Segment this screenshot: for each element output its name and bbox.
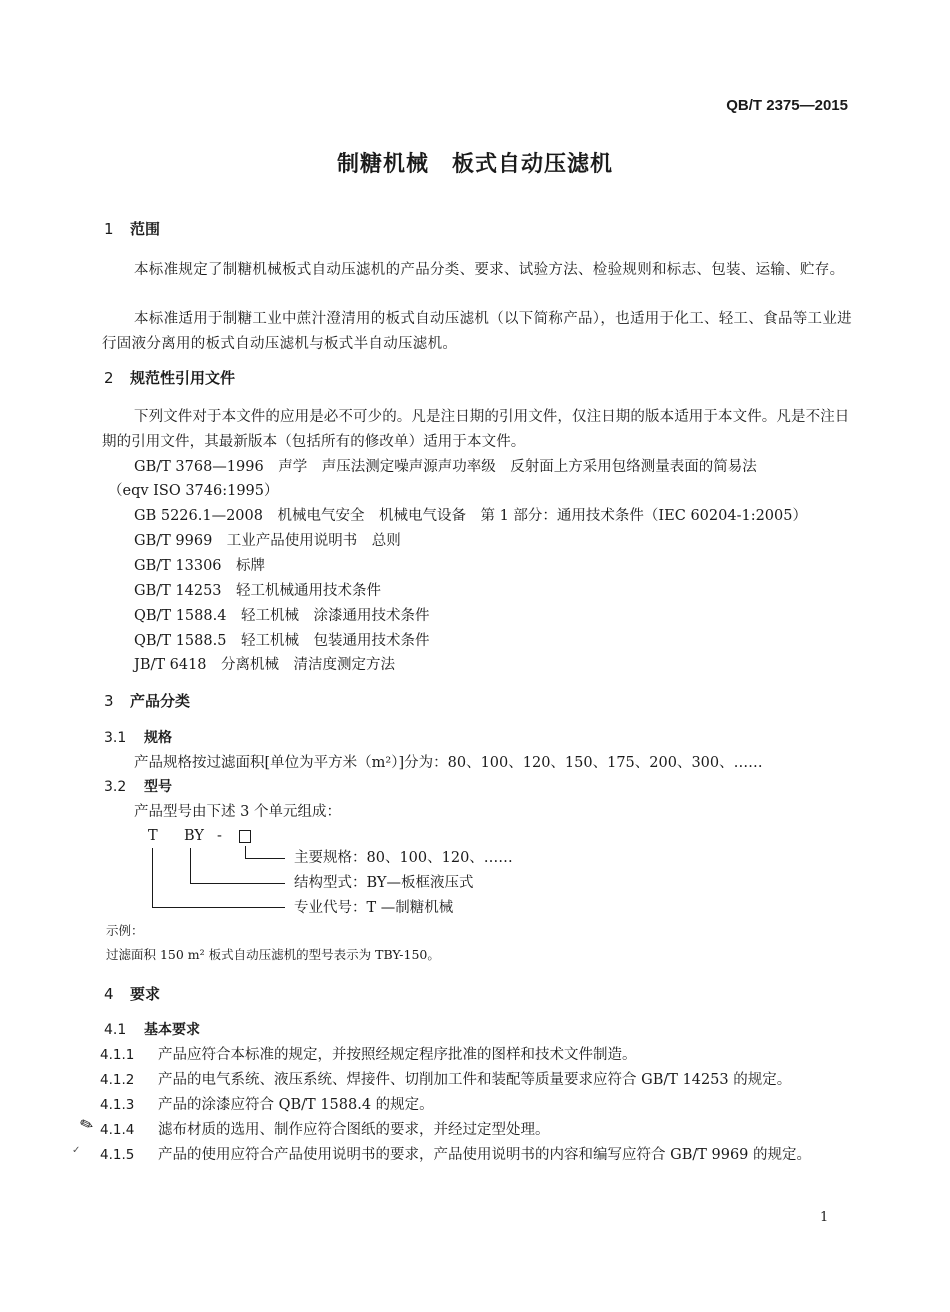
model-code-box [239,830,251,843]
document-title: 制糖机械 板式自动压滤机 [336,152,613,177]
section-1-paragraph-2: 本标准适用于制糖工业中蔗汁澄清用的板式自动压滤机（以下简称产品），也适用于化工、轻工、食品等工业进行固液分离用的板式自动压滤机与板式半自动压滤机。 [102,311,852,352]
reference-item: GB/T 3768—1996 声学 声压法测定噪声源声功率级 反射面上方采用包络测量表面的简易法 [134,459,757,475]
model-code-by: BY [184,828,204,844]
reference-item: GB/T 9969 工业产品使用说明书 总则 [134,533,401,549]
model-code-t: T [148,828,158,844]
subsection-title: 型号 [144,779,172,795]
spec-text: 产品规格按过滤面积[单位为平方米（m²）]分为：80、100、120、150、175、200、300、…… [134,755,763,771]
section-title: 产品分类 [130,692,191,710]
example-label: 示例： [106,923,144,938]
item-text: 滤布材质的选用、制作应符合图纸的要求，并经过定型处理。 [158,1122,550,1138]
requirement-item [100,1118,550,1143]
reference-item: GB 5226.1—2008 机械电气安全 机械电气设备 第 1 部分：通用技术条件（IEC 60204-1:2005） [134,508,807,524]
requirement-item [100,1143,854,1168]
connector-line [190,848,191,884]
model-label-spec: 主要规格：80、100、120、…… [294,850,513,866]
subsection-title: 基本要求 [144,1022,200,1038]
requirement-item [100,1068,791,1093]
section-1-paragraph-1: 本标准规定了制糖机械板式自动压滤机的产品分类、要求、试验方法、检验规则和标志、包装、运输、贮存。 [134,262,845,278]
check-mark-icon: ✓ [72,1145,81,1156]
section-title: 范围 [130,220,161,238]
item-text: 产品的电气系统、液压系统、焊接件、切削加工件和装配等质量要求应符合 GB/T 14253 的规定。 [158,1072,792,1088]
subsection-number: 4.1 [104,1022,127,1038]
subsection-number: 3.1 [104,730,127,746]
example-text: 过滤面积 150 m² 板式自动压滤机的型号表示为 TBY-150。 [106,947,440,962]
page-number: 1 [820,1210,829,1225]
section-number: 3 [104,692,114,710]
connector-line [152,848,153,908]
reference-item: JB/T 6418 分离机械 清洁度测定方法 [134,657,396,673]
section-4-heading [104,983,160,1004]
section-2-intro: 下列文件对于本文件的应用是必不可少的。凡是注日期的引用文件，仅注日期的版本适用于本文件。凡是不注日期的引用文件，其最新版本（包括所有的修改单）适用于本文件。 [102,409,850,450]
section-title: 要求 [130,985,161,1003]
section-number: 1 [104,220,114,238]
model-label-structure: 结构型式：BY—板框液压式 [294,875,474,891]
model-code-dash: - [217,828,222,844]
reference-item: QB/T 1588.4 轻工机械 涂漆通用技术条件 [134,608,430,624]
item-text: 产品应符合本标准的规定，并按照经规定程序批准的图样和技术文件制造。 [158,1047,637,1063]
section-1-heading [104,218,160,239]
model-intro-text: 产品型号由下述 3 个单元组成： [134,804,341,820]
item-text: 产品的涂漆应符合 QB/T 1588.4 的规定。 [158,1097,434,1113]
item-number: 4.1.2 [100,1072,135,1088]
requirement-item [100,1043,637,1068]
standard-code: QB/T 2375—2015 [726,97,848,114]
connector-line [245,858,285,859]
connector-line [190,883,285,884]
subsection-3-1-heading [104,727,172,747]
item-number: 4.1.4 [100,1122,135,1138]
model-label-profession: 专业代号：T —制糖机械 [294,900,454,916]
section-number: 4 [104,985,114,1003]
section-2-heading [104,367,235,388]
reference-item: GB/T 14253 轻工机械通用技术条件 [134,583,382,599]
subsection-number: 3.2 [104,779,127,795]
subsection-3-2-heading [104,776,172,796]
requirement-item [100,1093,434,1118]
section-title: 规范性引用文件 [130,369,236,387]
subsection-4-1-heading [104,1019,200,1039]
section-number: 2 [104,369,114,387]
reference-item: QB/T 1588.5 轻工机械 包装通用技术条件 [134,633,430,649]
item-text: 产品的使用应符合产品使用说明书的要求，产品使用说明书的内容和编写应符合 GB/T 9969 的规定。 [158,1147,812,1163]
connector-line [152,907,285,908]
subsection-title: 规格 [144,730,172,746]
item-number: 4.1.5 [100,1147,135,1163]
reference-item: GB/T 13306 标牌 [134,558,266,574]
reference-item: （eqv ISO 3746:1995） [108,483,279,499]
pen-mark-icon: ✎ [77,1113,97,1136]
item-number: 4.1.1 [100,1047,135,1063]
section-3-heading [104,690,190,711]
item-number: 4.1.3 [100,1097,135,1113]
